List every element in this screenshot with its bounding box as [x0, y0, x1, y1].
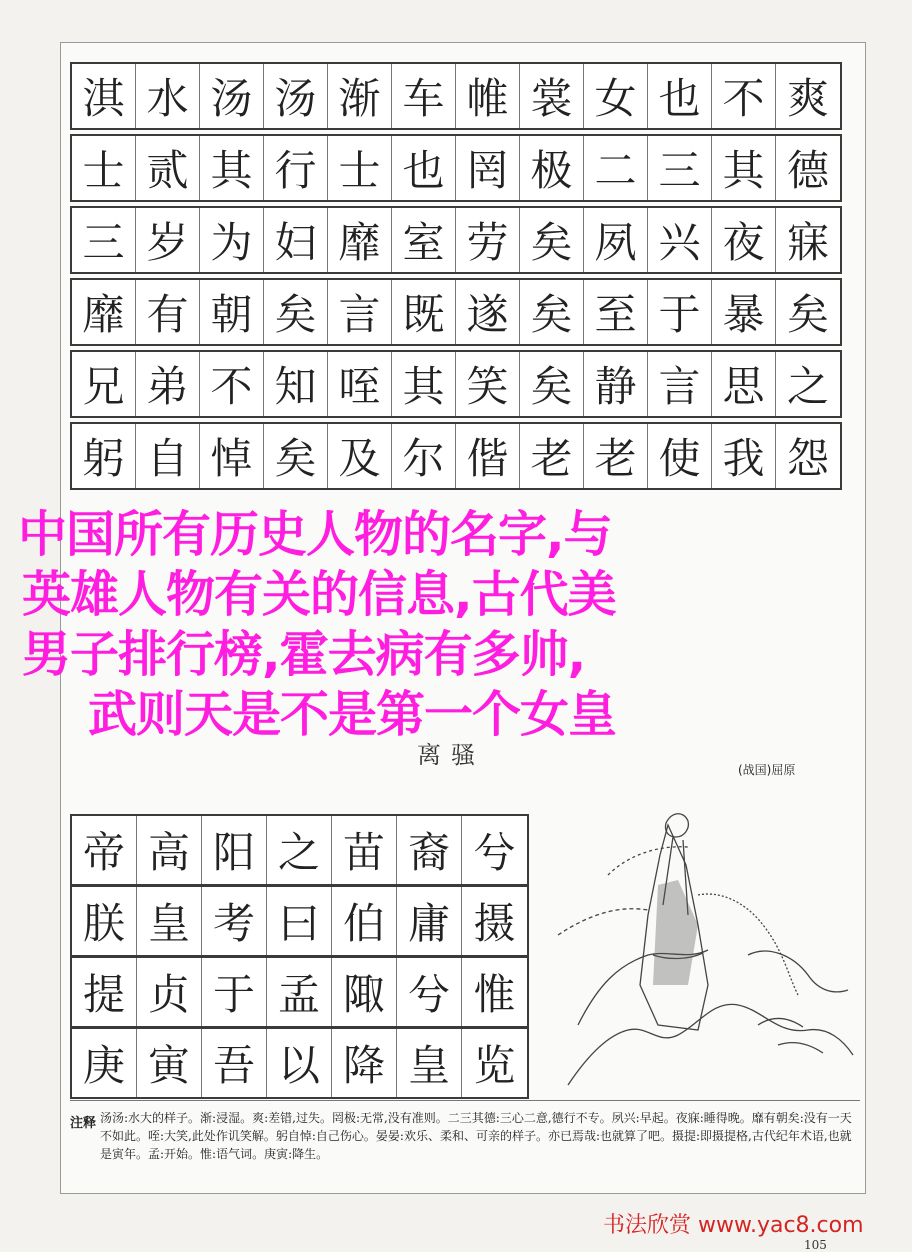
- notes-text: 汤汤:水大的样子。渐:浸湿。爽:差错,过失。罔极:无常,没有准则。二三其德:三心二意,德行不专。夙兴:早起。夜寐:睡得晚。靡有朝矣:没有一天不如此。咥:大笑,此处作讥笑解。躬自悼:自己伤心。晏晏:欢乐、柔和、可亲的样子。亦已焉哉:也就算了吧。摄提:即摄提格,古代纪年术语,也就是寅年。孟:开始。惟:语气词。庚寅:降生。: [100, 1111, 852, 1161]
- grid-cell: 以: [267, 1029, 332, 1097]
- notes-label: 注释: [70, 1116, 97, 1131]
- grid-cell: 弟: [136, 352, 200, 416]
- grid-cell: 降: [332, 1029, 397, 1097]
- grid-cell: 考: [202, 887, 267, 955]
- grid-cell: 至: [584, 280, 648, 344]
- grid-cell: 于: [648, 280, 712, 344]
- overlay-line: 英雄人物有关的信息,古代美: [22, 566, 616, 623]
- grid-cell: 孟: [267, 958, 332, 1026]
- grid-cell: 不: [712, 64, 776, 128]
- grid-cell: 淇: [72, 64, 136, 128]
- grid-cell: 兮: [397, 958, 462, 1026]
- grid-cell: 尔: [392, 424, 456, 488]
- grid-cell: 贞: [137, 958, 202, 1026]
- grid-cell: 夜: [712, 208, 776, 272]
- grid-cell: 女: [584, 64, 648, 128]
- grid-cell: 岁: [136, 208, 200, 272]
- grid-cell: 朝: [200, 280, 264, 344]
- grid-cell: 皇: [397, 1029, 462, 1097]
- grid-cell: 矣: [786, 290, 829, 339]
- grid-cell: 汤: [200, 64, 264, 128]
- grid-cell: 其: [200, 136, 264, 200]
- grid-cell: 及: [328, 424, 392, 488]
- poem-source: (战国)屈原: [738, 763, 796, 777]
- grid-cell: 笑: [456, 352, 520, 416]
- grid-cell: 遂: [456, 280, 520, 344]
- grid-cell: 吾: [202, 1029, 267, 1097]
- grid-row: [70, 206, 842, 274]
- overlay-line: 男子排行榜,霍去病有多帅,: [22, 626, 586, 683]
- grid-cell: 也: [648, 64, 712, 128]
- qu-yuan-illustration: [548, 785, 858, 1095]
- grid-cell: 士: [72, 136, 136, 200]
- grid-cell: 矣: [264, 280, 328, 344]
- grid-cell: 德: [786, 146, 829, 195]
- grid-cell: 二: [584, 136, 648, 200]
- grid-cell: 妇: [264, 208, 328, 272]
- grid-cell: 陬: [332, 958, 397, 1026]
- grid-cell: 兄: [72, 352, 136, 416]
- grid-cell: 靡: [328, 208, 392, 272]
- grid-cell: 言: [328, 280, 392, 344]
- grid-cell: 渐: [328, 64, 392, 128]
- overlay-headline: [0, 505, 912, 745]
- grid-cell: 既: [392, 280, 456, 344]
- grid-cell: 曰: [267, 887, 332, 955]
- grid-cell: 不: [200, 352, 264, 416]
- grid-cell: 室: [392, 208, 456, 272]
- grid-cell: 我: [712, 424, 776, 488]
- grid-cell: 朕: [72, 887, 137, 955]
- grid-cell: 劳: [456, 208, 520, 272]
- grid-cell: 使: [648, 424, 712, 488]
- grid-cell: 伯: [332, 887, 397, 955]
- grid-cell: 矣: [520, 208, 584, 272]
- overlay-line: 中国所有历史人物的名字,与: [18, 506, 612, 563]
- grid-cell: 摄: [473, 899, 516, 948]
- grid-cell: 夙: [584, 208, 648, 272]
- grid-cell: 其: [392, 352, 456, 416]
- grid-cell: 偕: [456, 424, 520, 488]
- grid-cell: 兮: [473, 828, 516, 877]
- grid-cell: 自: [136, 424, 200, 488]
- grid-row: [70, 1027, 529, 1099]
- grid-cell: 苗: [332, 816, 397, 884]
- grid-cell: 高: [137, 816, 202, 884]
- site-watermark[interactable]: 书法欣赏 www.yac8.com: [603, 1213, 864, 1238]
- grid-cell: 之: [267, 816, 332, 884]
- grid-cell: 躬: [72, 424, 136, 488]
- grid-row: [70, 885, 529, 957]
- grid-cell: 兴: [648, 208, 712, 272]
- grid-cell: 行: [264, 136, 328, 200]
- grid-cell: 悼: [200, 424, 264, 488]
- grid-cell: 贰: [136, 136, 200, 200]
- grid-cell: 庚: [72, 1029, 137, 1097]
- grid-cell: 阳: [202, 816, 267, 884]
- grid-cell: 汤: [264, 64, 328, 128]
- grid-cell: 提: [72, 958, 137, 1026]
- grid-cell: 其: [712, 136, 776, 200]
- grid-cell: 之: [786, 362, 829, 411]
- grid-cell: 士: [328, 136, 392, 200]
- grid-cell: 裔: [397, 816, 462, 884]
- grid-cell: 罔: [456, 136, 520, 200]
- grid-cell: 览: [473, 1041, 516, 1090]
- grid-cell: 三: [648, 136, 712, 200]
- grid-cell: 暴: [712, 280, 776, 344]
- grid-row: [70, 422, 842, 490]
- grid-row: [70, 278, 842, 346]
- grid-cell: 老: [584, 424, 648, 488]
- grid-cell: 思: [712, 352, 776, 416]
- grid-cell: 爽: [786, 74, 829, 123]
- overlay-line: 武则天是不是第一个女皇: [88, 686, 617, 743]
- grid-cell: 矣: [520, 280, 584, 344]
- grid-cell: 为: [200, 208, 264, 272]
- grid-cell: 言: [648, 352, 712, 416]
- grid-cell: 帝: [72, 816, 137, 884]
- grid-cell: 寅: [137, 1029, 202, 1097]
- grid-cell: 也: [392, 136, 456, 200]
- grid-cell: 皇: [137, 887, 202, 955]
- grid-cell: 怨: [786, 434, 829, 483]
- grid-cell: 庸: [397, 887, 462, 955]
- grid-row: [70, 134, 842, 202]
- grid-row: [70, 62, 842, 130]
- grid-cell: 静: [584, 352, 648, 416]
- grid-cell: 三: [72, 208, 136, 272]
- grid-cell: 老: [520, 424, 584, 488]
- annotation-notes: [70, 1100, 860, 1183]
- grid-cell: 矣: [264, 424, 328, 488]
- grid-cell: 有: [136, 280, 200, 344]
- grid-cell: 知: [264, 352, 328, 416]
- grid-row: [70, 350, 842, 418]
- grid-cell: 裳: [520, 64, 584, 128]
- grid-cell: 车: [392, 64, 456, 128]
- poem-title: 离骚: [417, 741, 485, 769]
- grid-cell: 靡: [72, 280, 136, 344]
- grid-cell: 极: [520, 136, 584, 200]
- grid-cell: 矣: [520, 352, 584, 416]
- grid-cell: 帷: [456, 64, 520, 128]
- grid-cell: 咥: [328, 352, 392, 416]
- page-number: 105: [804, 1238, 827, 1252]
- grid-cell: 水: [136, 64, 200, 128]
- grid-cell: 惟: [473, 970, 516, 1019]
- grid-cell: 寐: [786, 218, 829, 267]
- grid-row: [70, 814, 529, 886]
- grid-row: [70, 956, 529, 1028]
- grid-cell: 于: [202, 958, 267, 1026]
